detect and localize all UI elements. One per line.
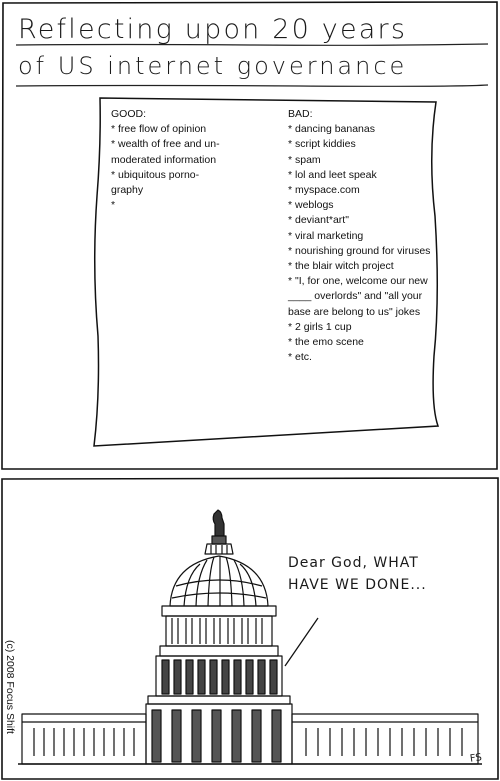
bad-item: * nourishing ground for viruses	[288, 244, 431, 257]
good-item: * free flow of opinion	[111, 123, 207, 136]
bad-item: * viral marketing	[288, 229, 364, 242]
bad-item: * weblogs	[288, 199, 334, 212]
bad-item: * dancing bananas	[288, 123, 375, 136]
bad-item: * the emo scene	[288, 336, 364, 349]
good-item: *	[111, 199, 116, 212]
bad-item: ____ overlords" and "all your	[288, 290, 423, 303]
good-heading: GOOD:	[111, 108, 147, 120]
good-list	[111, 107, 261, 213]
bad-item: * myspace.com	[288, 184, 360, 197]
bad-heading: BAD:	[288, 108, 313, 120]
good-item: moderated information	[111, 153, 217, 166]
speech-text	[288, 552, 427, 596]
bad-item: base are belong to us" jokes	[288, 305, 421, 318]
bad-item: * spam	[288, 153, 321, 166]
artist-signature: FS	[469, 752, 483, 765]
capitol-building-illustration	[0, 476, 500, 781]
title-line-1: Reflecting upon 20 years	[18, 14, 408, 45]
bad-item: * "I, for one, welcome our new	[288, 275, 428, 288]
speech-line-2: HAVE WE DONE...	[288, 577, 427, 593]
bad-item: * 2 girls 1 cup	[288, 320, 352, 333]
bad-item: * etc.	[288, 351, 312, 364]
good-item: graphy	[111, 184, 144, 197]
bad-item: * deviant*art"	[288, 214, 349, 227]
speech-line-1: Dear God, WHAT	[288, 555, 419, 571]
bad-list	[288, 107, 448, 365]
title-line-2: of US internet governance	[18, 52, 408, 80]
bad-item: * script kiddies	[288, 138, 356, 151]
bad-item: * lol and leet speak	[288, 168, 377, 181]
good-item: * ubiquitous porno-	[111, 168, 200, 181]
copyright-notice: (c) 2008 Focus Shift	[4, 640, 16, 734]
good-item: * wealth of free and un-	[111, 138, 220, 151]
bad-item: * the blair witch project	[288, 260, 394, 273]
